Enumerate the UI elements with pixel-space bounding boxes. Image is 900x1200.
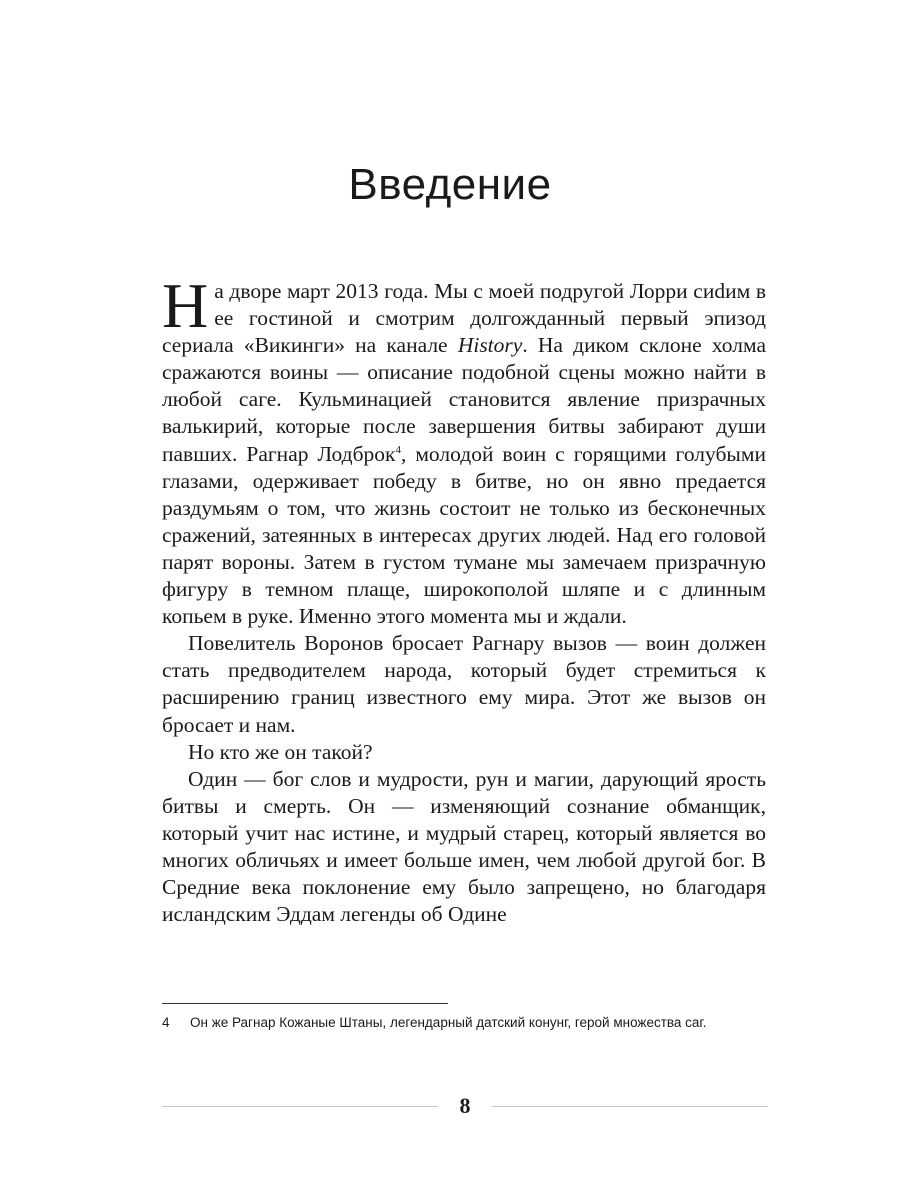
paragraph-4: Один — бог слов и мудрости, рун и магии, дарующий ярость битвы и смерть. Он — изменяющий сознание обманщик, который учит нас истине, и мудрый старец, который является во многих обличьях и имеет больше имен, чем любой другой бог. В Средние века поклонение ему было запрещено, но благодаря исландским Эддам легенды об Одине: [162, 766, 766, 927]
drop-cap: Н: [162, 270, 209, 341]
footnote-text: Он же Рагнар Кожаные Штаны, легендарный датский конунг, герой множества саг.: [190, 1015, 707, 1030]
paragraph-1-text-c: , молодой воин с горящими голубыми глазами, одерживает победу в битве, но он явно предается раздумьям о том, что жизнь состоит не только из бесконечных сражений, затеянных в интересах других людей. Над его головой парят вороны. Затем в густом тумане мы замечаем призрачную фигуру в темном плаще, широкополой шляпе и с длинным копьем в руке. Именно этого момента мы и ждали.: [162, 441, 766, 629]
footnote: [162, 1014, 772, 1032]
channel-name: History: [457, 333, 523, 358]
paragraph-2: Повелитель Воронов бросает Рагнару вызов — воин должен стать предводителем народа, который будет стремиться к расширению границ известного ему мира. Этот же вызов он бросает и нам.: [162, 631, 766, 737]
paragraph-1: [162, 270, 766, 630]
chapter-title: Введение: [348, 160, 552, 209]
page-number-rule-left: [162, 1106, 438, 1107]
footnote-number: 4: [162, 1015, 170, 1030]
body-text: [162, 270, 766, 928]
paragraph-3: Но кто же он такой?: [188, 739, 373, 764]
page-number-rule-right: [492, 1106, 768, 1107]
page-number: 8: [459, 1093, 471, 1118]
paragraph-1-text-b: . На диком склоне холма сражаются воины — описание подобной сцены можно найти в любой саге. Кульминацией становится явление призрачных валькирий, которые после завершения битвы забирают души павших. Рагнар Лодброк: [162, 333, 766, 466]
footnote-divider: [162, 1003, 448, 1004]
footnote-reference[interactable]: 4: [395, 443, 401, 456]
paragraph-1-text-a: а дворе март 2013 года. Мы с моей подругой Лорри сиdим в ее гостиной и смотрим долгожданный первый эпизод сериала «Викинги» на канале: [162, 279, 766, 358]
